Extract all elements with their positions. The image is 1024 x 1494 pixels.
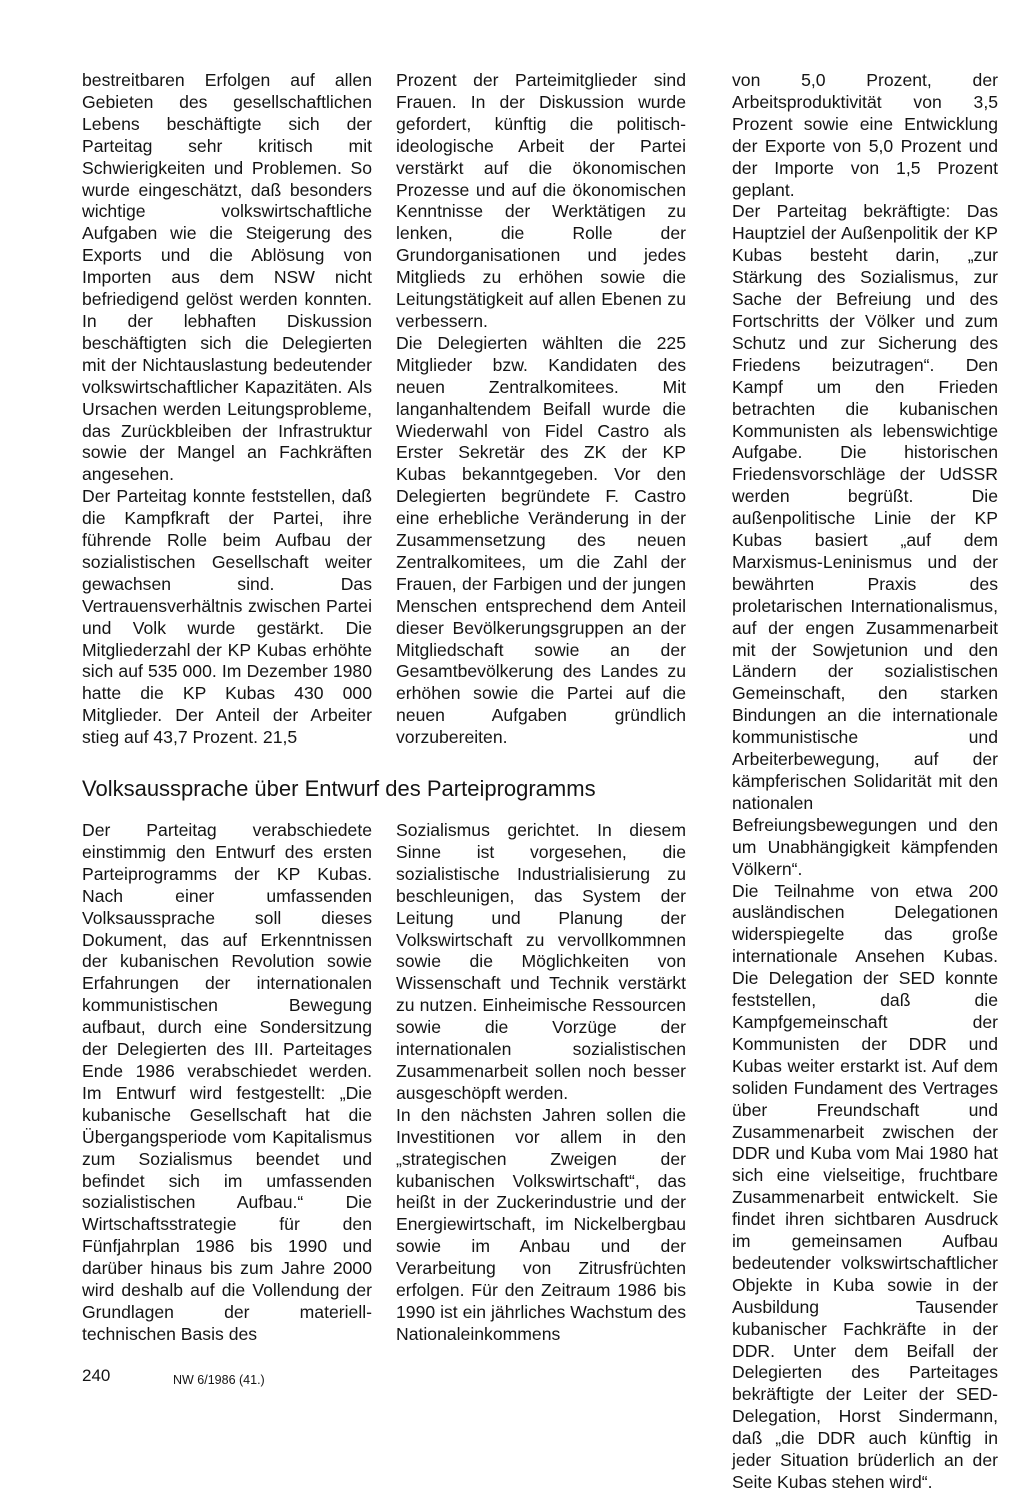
paragraph: Der Parteitag verabschiedete einstimmig den Entwurf des ersten Parteiprogramms der KP Kubas. Nach einer umfassenden Volksaussprache soll dieses Dokument, das auf Erkenntnissen der kubanischen Revolution sowie Erfahrungen der internationalen kommunistischen Bewegung aufbaut, durch eine Sondersitzung der Delegierten des III. Parteitages Ende 1986 verabschiedet werden. Im Entwurf wird festgestellt: „Die kubanische Gesellschaft hat die Übergangsperiode vom Kapitalismus zum Sozialismus beendet und befindet sich im umfassenden sozialistischen Aufbau.“ Die Wirtschaftsstrategie für den Fünfjahrplan 1986 bis 1990 und darüber hinaus bis zum Jahre 2000 wird deshalb auf die Vollendung der Grundlagen der materiell-technischen Basis des: [82, 820, 372, 1344]
column-3: [732, 70, 998, 1494]
section-heading: Volksaussprache über Entwurf des Parteiprogramms: [82, 776, 596, 801]
paragraph: von 5,0 Prozent, der Arbeitsproduktivität von 3,5 Prozent sowie eine Entwicklung der Exporte von 5,0 Prozent und der Importe von 1,5 Prozent geplant.: [732, 70, 998, 200]
paragraph: bestreitbaren Erfolgen auf allen Gebieten des gesellschaftlichen Lebens beschäftigte sich der Parteitag sehr kritisch mit Schwierigkeiten und Problemen. So wurde eingeschätzt, daß besonders wichtige volkswirtschaftliche Aufgaben wie die Steigerung des Exports und die Ablösung von Importen aus dem NSW nicht befriedigend gelöst werden konnten. In der lebhaften Diskussion beschäftigten sich die Delegierten mit der Nichtauslastung bedeutender volkswirtschaftlicher Kapazitäten. Als Ursachen werden Leitungsprobleme, das Zurückbleiben der Infrastruktur sowie der Mangel an Fachkräften angesehen.: [82, 70, 372, 485]
issue-label: NW 6/1986 (41.): [173, 1373, 265, 1387]
page-number: 240: [82, 1366, 111, 1385]
column-1-bottom: [82, 820, 372, 1346]
paragraph: Prozent der Parteimitglieder sind Frauen. In der Diskussion wurde gefordert, künftig die politisch-ideologische Arbeit der Partei verstärkt auf die ökonomischen Prozesse und auf die ökonomischen Kenntnisse der Werktätigen zu lenken, die Rolle der Grundorganisationen und jedes Mitglieds zu erhöhen sowie die Leitungstätigkeit auf allen Ebenen zu verbessern.: [396, 70, 686, 331]
paragraph: Sozialismus gerichtet. In diesem Sinne ist vorgesehen, die sozialistische Industrialisierung zu beschleunigen, das System der Leitung und Planung der Volkswirtschaft zu vervollkommnen sowie die Möglichkeiten von Wissenschaft und Technik verstärkt zu nutzen. Einheimische Ressourcen sowie die Vorzüge der internationalen sozialistischen Zusammenarbeit sollen noch besser ausgeschöpft werden.: [396, 820, 686, 1103]
paragraph: Die Teilnahme von etwa 200 ausländischen Delegationen widerspiegelte das große internationale Ansehen Kubas. Die Delegation der SED konnte feststellen, daß die Kampfgemeinschaft der Kommunisten der DDR und Kubas weiter erstarkt ist. Auf dem soliden Fundament des Vertrages über Freundschaft und Zusammenarbeit zwischen der DDR und Kuba vom Mai 1980 hat sich eine vielseitige, fruchtbare Zusammenarbeit entwickelt. Sie findet ihren sichtbaren Ausdruck im gemeinsamen Aufbau bedeutender volkswirtschaftlicher Objekte in Kuba sowie in der Ausbildung Tausender kubanischer Fachkräfte in der DDR. Unter dem Beifall der Delegierten des Parteitages bekräftigte der Leiter der SED-Delegation, Horst Sindermann, daß „die DDR auch künftig in jeder Situation brüderlich an der Seite Kubas stehen wird“.: [732, 880, 998, 1492]
column-1-top: [82, 70, 372, 749]
column-2-bottom: [396, 820, 686, 1346]
paragraph: Der Parteitag bekräftigte: Das Hauptziel der Außenpolitik der KP Kubas besteht darin, „zur Stärkung des Sozialismus, zur Sache der Befreiung und des Fortschritts der Völker und zum Schutz und zur Sicherung des Friedens beizutragen“. Den Kampf um den Frieden betrachten die kubanischen Kommunisten als lebenswichtige Aufgabe. Die historischen Friedensvorschläge der UdSSR werden begrüßt. Die außenpolitische Linie der KP Kubas basiert „auf dem Marxismus-Leninismus und der bewährten Praxis des proletarischen Internationalismus, auf der engen Zusammenarbeit mit der Sowjetunion und den Ländern der sozialistischen Gemeinschaft, den starken Bindungen an die internationale kommunistische und Arbeiterbewegung, auf der kämpferischen Solidarität mit den nationalen Befreiungsbewegungen und den um Unabhängigkeit kämpfenden Völkern“.: [732, 201, 998, 879]
paragraph: Die Delegierten wählten die 225 Mitglieder bzw. Kandidaten des neuen Zentralkomitees. Mit langanhaltendem Beifall wurde die Wiederwahl von Fidel Castro als Erster Sekretär des ZK der KP Kubas bekanntgegeben. Vor den Delegierten begründete F. Castro eine erhebliche Veränderung in der Zusammensetzung des neuen Zentralkomitees, um die Zahl der Frauen, der Farbigen und der jungen Menschen entsprechend dem Anteil dieser Bevölkerungsgruppen an der Mitgliedschaft sowie an der Gesamtbevölkerung des Landes zu erhöhen sowie die Partei auf die neuen Aufgaben gründlich vorzubereiten.: [396, 332, 686, 748]
paragraph: In den nächsten Jahren sollen die Investitionen vor allem in den „strategischen Zweigen der kubanischen Volkswirtschaft“, das heißt in der Zuckerindustrie und der Energiewirtschaft, im Nickelbergbau sowie im Anbau und der Verarbeitung von Zitrusfrüchten erfolgen. Für den Zeitraum 1986 bis 1990 ist ein jährliches Wachstum des Nationaleinkommens: [396, 1104, 686, 1344]
column-2-top: [396, 70, 686, 749]
paragraph: Der Parteitag konnte feststellen, daß die Kampfkraft der Partei, ihre führende Rolle beim Aufbau der sozialistischen Gesellschaft weiter gewachsen sind. Das Vertrauensverhältnis zwischen Partei und Volk wurde gestärkt. Die Mitgliederzahl der KP Kubas erhöhte sich auf 535 000. Im Dezember 1980 hatte die KP Kubas 430 000 Mitglieder. Der Anteil der Arbeiter stieg auf 43,7 Prozent. 21,5: [82, 486, 372, 748]
